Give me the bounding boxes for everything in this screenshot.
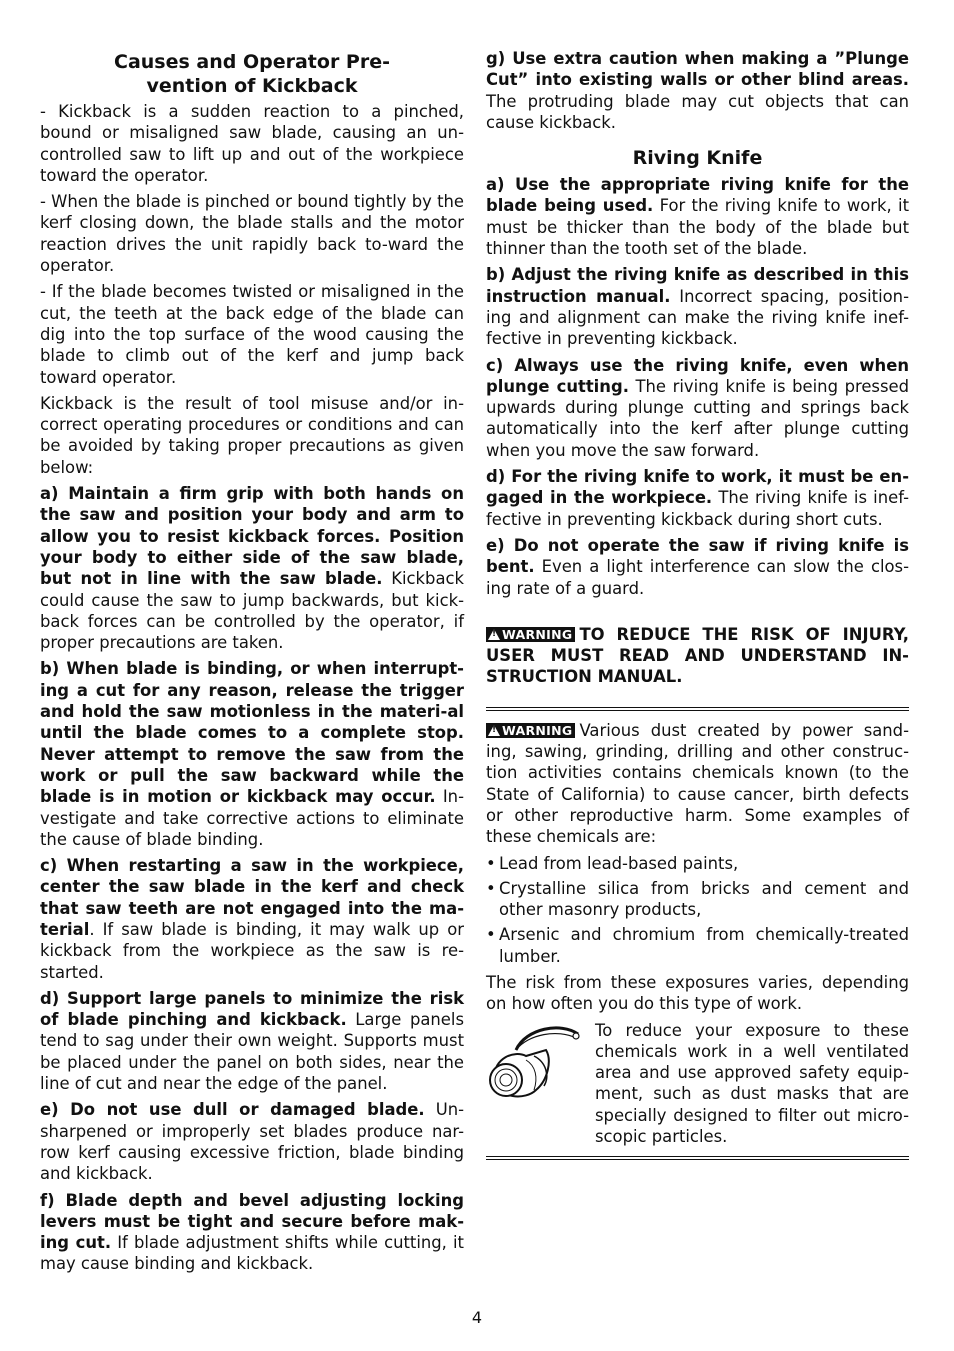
warning-badge-label: WARNING xyxy=(502,626,573,642)
riving-item-c xyxy=(486,355,909,461)
item-heading: a) Maintain a firm grip with both hands on the saw and position your body and arm to allow you to resist kickback forces. Position your body to either side of the saw blade, but not in line with the saw blade. xyxy=(40,484,464,589)
kickback-item-e xyxy=(40,1099,464,1184)
item-body: The riving knife is inef-fective in preventing kickback during short cuts. xyxy=(486,488,909,529)
item-heading: a) Use the appropriate riving knife for the blade being used. xyxy=(486,175,909,216)
list-item: • Lead from lead-based paints, xyxy=(486,853,739,873)
right-column xyxy=(486,48,909,1160)
warning-badge xyxy=(486,723,575,738)
item-body: Un-sharpened or improperly set blades produce nar-row kerf causing excessive friction, blade binding and kickback. xyxy=(40,1100,464,1184)
list-item: • Crystalline silica from bricks and cement and other masonry products, xyxy=(486,878,909,920)
dust-mask-icon xyxy=(486,1020,586,1105)
bottom-rule xyxy=(486,1156,909,1160)
mask-paragraph: To reduce your exposure to these chemicals work in a well ventilated area and use approved safety equip-ment, such as dust masks that are specially designed to filter out micro-scopic particles. xyxy=(595,1020,909,1147)
item-body: Kickback could cause the saw to jump backwards, but kick-back forces can be controlled by the operator, if proper precautions are taken. xyxy=(40,569,464,653)
kickback-title: Causes and Operator Pre- vention of Kickback xyxy=(114,51,390,97)
warning-dust xyxy=(486,720,909,848)
item-heading: d) For the riving knife to work, it must be en-gaged in the workpiece. xyxy=(486,467,909,508)
list-item-text: Crystalline silica from bricks and cement and other masonry products, xyxy=(499,878,909,920)
item-heading: c) Always use the riving knife, even when plunge cutting. xyxy=(486,355,909,396)
warning-badge xyxy=(486,627,575,642)
kickback-item-b xyxy=(40,658,464,850)
warning-badge-label: WARNING xyxy=(502,722,573,738)
item-heading: e) Do not use dull or damaged blade. xyxy=(40,1100,425,1120)
left-column xyxy=(40,48,464,1280)
chemicals-list xyxy=(486,853,909,967)
item-heading: b) Adjust the riving knife as described in this instruction manual. xyxy=(486,265,909,306)
page-number: 4 xyxy=(471,1308,483,1327)
item-body: Large panels tend to sag under their own weight. Supports must be placed under the panel on both sides, near the line of cut and near the edge of the panel. xyxy=(40,1010,464,1094)
item-heading: d) Support large panels to minimize the risk of blade pinching and kickback. xyxy=(40,988,464,1030)
item-body: In-vestigate and take corrective actions to eliminate the cause of blade binding. xyxy=(40,787,464,849)
kickback-item-c xyxy=(40,855,464,983)
item-body: Incorrect spacing, position-ing and alignment can make the riving knife inef-fective in preventing kickback. xyxy=(486,286,909,349)
item-heading: g) Use extra caution when making a ”Plunge Cut” into existing walls or other blind areas. xyxy=(486,49,909,90)
riving-item-d xyxy=(486,466,909,530)
riving-item-a xyxy=(486,174,909,259)
intro-paragraph: Kickback is the result of tool misuse and/or in-correct operating procedures or conditions and can be avoided by taking proper precautions as given below: xyxy=(40,393,464,477)
warning-triangle-icon xyxy=(488,629,500,640)
list-item-text: Lead from lead-based paints, xyxy=(499,853,739,873)
item-heading: b) When blade is binding, or when interrupt-ing a cut for any reason, release the trigger and hold the saw motionless in the materi-al until the blade comes to a complete stop. Never attempt to remove the saw from the work or pull the saw backward while the blade is in motion or kickback may occur. xyxy=(40,659,464,807)
list-item-text: Arsenic and chromium from chemically-treated lumber. xyxy=(499,925,909,966)
intro-paragraph: - When the blade is pinched or bound tightly by the kerf closing down, the blade stalls and the motor reaction drives the unit rapidly back to-ward the operator. xyxy=(40,192,464,276)
item-heading: e) Do not operate the saw if riving knife is bent. xyxy=(486,535,909,577)
kickback-item-f xyxy=(40,1190,464,1275)
riving-knife-title: Riving Knife xyxy=(632,147,763,170)
riving-item-b xyxy=(486,264,909,349)
warning-triangle-icon xyxy=(488,725,500,736)
warning-dust-text: Various dust created by power sand-ing, sawing, grinding, drilling and other construc-tion activities contains chemicals known (to the State of California) to cause cancer, birth defects or other reproductive harm. Some examples of these chemicals are: xyxy=(486,720,909,847)
mask-section xyxy=(486,1020,909,1148)
kickback-item-a xyxy=(40,483,464,653)
item-body: . If saw blade is binding, it may walk up or kickback from the workpiece as the saw is re-started. xyxy=(40,919,464,982)
item-body: If blade adjustment shifts while cutting, it may cause binding and kickback. xyxy=(40,1233,464,1274)
intro-paragraph: - If the blade becomes twisted or misaligned in the cut, the teeth at the back edge of the blade can dig into the top surface of the wood causing the blade to climb out of the kerf and jump back toward operator. xyxy=(40,282,464,387)
kickback-item-d xyxy=(40,988,464,1094)
list-item: • Arsenic and chromium from chemically-treated lumber. xyxy=(486,925,909,966)
item-body: For the riving knife to work, it must be thicker than the body of the blade but thinner than the tooth set of the blade. xyxy=(486,196,909,259)
plunge-cut-item xyxy=(486,48,909,133)
item-body: The protruding blade may cut objects that can cause kickback. xyxy=(486,91,909,132)
warning-manual xyxy=(486,624,909,688)
risk-paragraph: The risk from these exposures varies, depending on how often you do this type of work. xyxy=(486,972,909,1014)
item-body: The riving knife is being pressed upwards during plunge cutting and springs back automatically into the kerf after plunge cutting when you move the saw forward. xyxy=(486,376,910,460)
warning-manual-text: TO REDUCE THE RISK OF INJURY, USER MUST READ AND UNDERSTAND IN-STRUCTION MANUAL. xyxy=(486,624,909,687)
item-heading: c) When restarting a saw in the workpiece, center the saw blade in the kerf and check that saw teeth are not engaged into the ma-terial xyxy=(40,856,464,939)
intro-paragraph: - Kickback is a sudden reaction to a pinched, bound or misaligned saw blade, causing an un-controlled saw to lift up and out of the workpiece toward the operator. xyxy=(40,102,464,185)
riving-item-e xyxy=(486,535,909,599)
item-body: Even a light interference can slow the clos-ing rate of a guard. xyxy=(486,557,909,598)
item-heading: f) Blade depth and bevel adjusting locking levers must be tight and secure before mak-ing cut. xyxy=(40,1190,464,1253)
